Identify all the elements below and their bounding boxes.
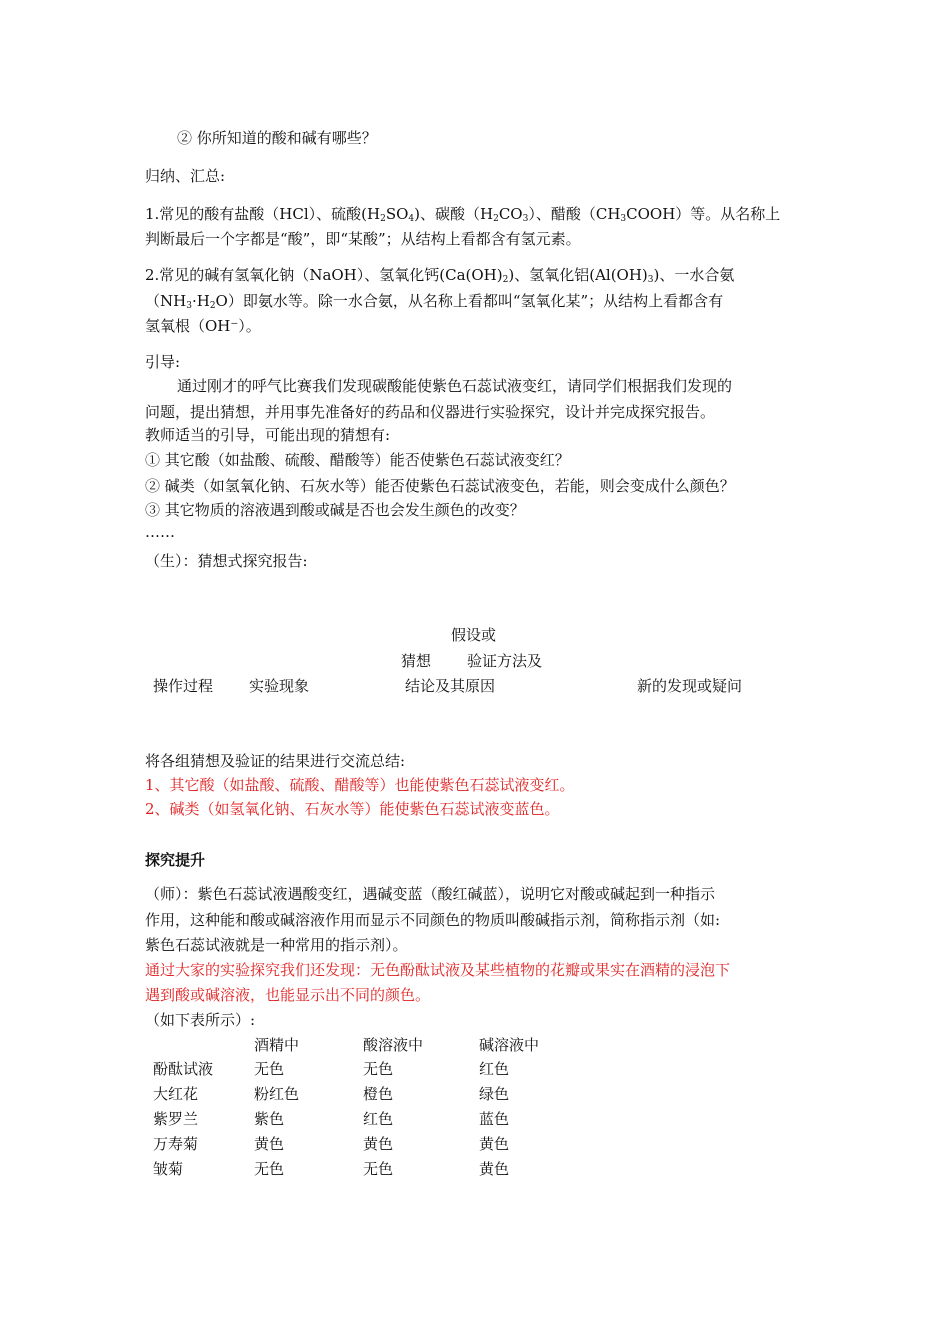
table-cell: 无色 bbox=[254, 1160, 285, 1178]
table-note: （如下表所示）: bbox=[145, 1011, 256, 1029]
base-paragraph-line-3: 氢氧根（OH⁻）。 bbox=[145, 317, 261, 335]
guide-paragraph-line-2: 问题，提出猜想，并用事先准备好的药品和仪器进行实验探究，设计并完成探究报告。 bbox=[145, 403, 716, 421]
report-col-verify: 验证方法及 bbox=[467, 652, 543, 670]
guide-paragraph-line-1: 通过刚才的呼气比赛我们发现碳酸能使紫色石蕊试液变红，请同学们根据我们发现的 bbox=[177, 377, 733, 395]
base-paragraph-line-1: 2.常见的碱有氢氧化钠（NaOH）、氢氧化钙$(Ca(OH)_2)$、氢氧化铝$(Al(OH)_3)$、一水合氨 bbox=[145, 266, 735, 285]
question-line: ② 你所知道的酸和碱有哪些？ bbox=[177, 129, 377, 147]
improve-paragraph-line-1: （师）：紫色石蕊试液遇酸变红，遇碱变蓝（酸红碱蓝），说明它对酸或碱起到一种指示 bbox=[145, 885, 716, 903]
table-header-cell: 碱溶液中 bbox=[479, 1036, 540, 1054]
table-cell: 万寿菊 bbox=[153, 1135, 199, 1153]
table-header-cell: 酸溶液中 bbox=[363, 1036, 424, 1054]
table-cell: 黄色 bbox=[363, 1135, 394, 1153]
table-cell: 紫色 bbox=[254, 1110, 285, 1128]
improve-paragraph-line-3: 紫色石蕊试液就是一种常用的指示剂）。 bbox=[145, 936, 408, 954]
exchange-result-1: 1、其它酸（如盐酸、硫酸、醋酸等）也能使紫色石蕊试液变红。 bbox=[145, 776, 575, 794]
table-cell: 红色 bbox=[363, 1110, 394, 1128]
report-col-phenomenon: 实验现象 bbox=[249, 677, 310, 695]
ellipsis: …… bbox=[145, 523, 175, 541]
table-cell: 绿色 bbox=[479, 1085, 510, 1103]
guide-heading: 引导: bbox=[145, 353, 181, 371]
table-cell: 黄色 bbox=[479, 1135, 510, 1153]
table-cell: 无色 bbox=[363, 1060, 394, 1078]
table-cell: 无色 bbox=[363, 1160, 394, 1178]
table-cell: 红色 bbox=[479, 1060, 510, 1078]
report-col-operation: 操作过程 bbox=[153, 677, 214, 695]
guess-item-2: ② 碱类（如氢氧化钠、石灰水等）能否使紫色石蕊试液变色，若能，则会变成什么颜色？ bbox=[145, 477, 735, 495]
guide-paragraph-line-3: 教师适当的引导，可能出现的猜想有: bbox=[145, 426, 391, 444]
table-cell: 大红花 bbox=[153, 1085, 199, 1103]
improve-highlight-line-2: 遇到酸或碱溶液，也能显示出不同的颜色。 bbox=[145, 986, 431, 1004]
table-cell: 蓝色 bbox=[479, 1110, 510, 1128]
table-cell: 无色 bbox=[254, 1060, 285, 1078]
table-cell: 粉红色 bbox=[254, 1085, 300, 1103]
table-cell: 黄色 bbox=[254, 1135, 285, 1153]
acid-paragraph-line-1: 1.常见的酸有盐酸（HCl）、硫酸$(H_2SO_4)$、碳酸$(H_2CO_3)$、醋酸$(CH_3COOH)$等。从名称上 bbox=[145, 205, 781, 224]
table-cell: 皱菊 bbox=[153, 1160, 184, 1178]
table-cell: 黄色 bbox=[479, 1160, 510, 1178]
report-col-new-findings: 新的发现或疑问 bbox=[637, 677, 743, 695]
section-heading-improve: 探究提升 bbox=[145, 851, 206, 869]
exchange-heading: 将各组猜想及验证的结果进行交流总结: bbox=[145, 752, 406, 770]
exchange-result-2: 2、碱类（如氢氧化钠、石灰水等）能使紫色石蕊试液变蓝色。 bbox=[145, 800, 560, 818]
base-paragraph-line-2: $(NH_3\cdot H_2O)$即氨水等。除一水合氨，从名称上看都叫“氢氧化某”；从结构上看都含有 bbox=[145, 292, 724, 311]
table-cell: 橙色 bbox=[363, 1085, 394, 1103]
summary-heading: 归纳、汇总: bbox=[145, 167, 226, 185]
guess-item-1: ① 其它酸（如盐酸、硫酸、醋酸等）能否使紫色石蕊试液变红？ bbox=[145, 451, 570, 469]
acid-paragraph-line-2: 判断最后一个字都是“酸”，即“某酸”；从结构上看都含有氢元素。 bbox=[145, 230, 581, 248]
table-cell: 紫罗兰 bbox=[153, 1110, 199, 1128]
report-col-conclusion: 结论及其原因 bbox=[405, 677, 496, 695]
improve-paragraph-line-2: 作用，这种能和酸或碱溶液作用而显示不同颜色的物质叫酸碱指示剂，简称指示剂（如: bbox=[145, 911, 721, 929]
table-cell: 酚酞试液 bbox=[153, 1060, 214, 1078]
report-col-guess: 猜想 bbox=[401, 652, 432, 670]
guess-item-3: ③ 其它物质的溶液遇到酸或碱是否也会发生颜色的改变？ bbox=[145, 501, 525, 519]
report-col-hypothesis: 假设或 bbox=[451, 626, 497, 644]
table-header-cell: 酒精中 bbox=[254, 1036, 300, 1054]
report-heading: （生）：猜想式探究报告: bbox=[145, 552, 308, 570]
improve-highlight-line-1: 通过大家的实验探究我们还发现：无色酚酞试液及某些植物的花瓣或果实在酒精的浸泡下 bbox=[145, 961, 731, 979]
